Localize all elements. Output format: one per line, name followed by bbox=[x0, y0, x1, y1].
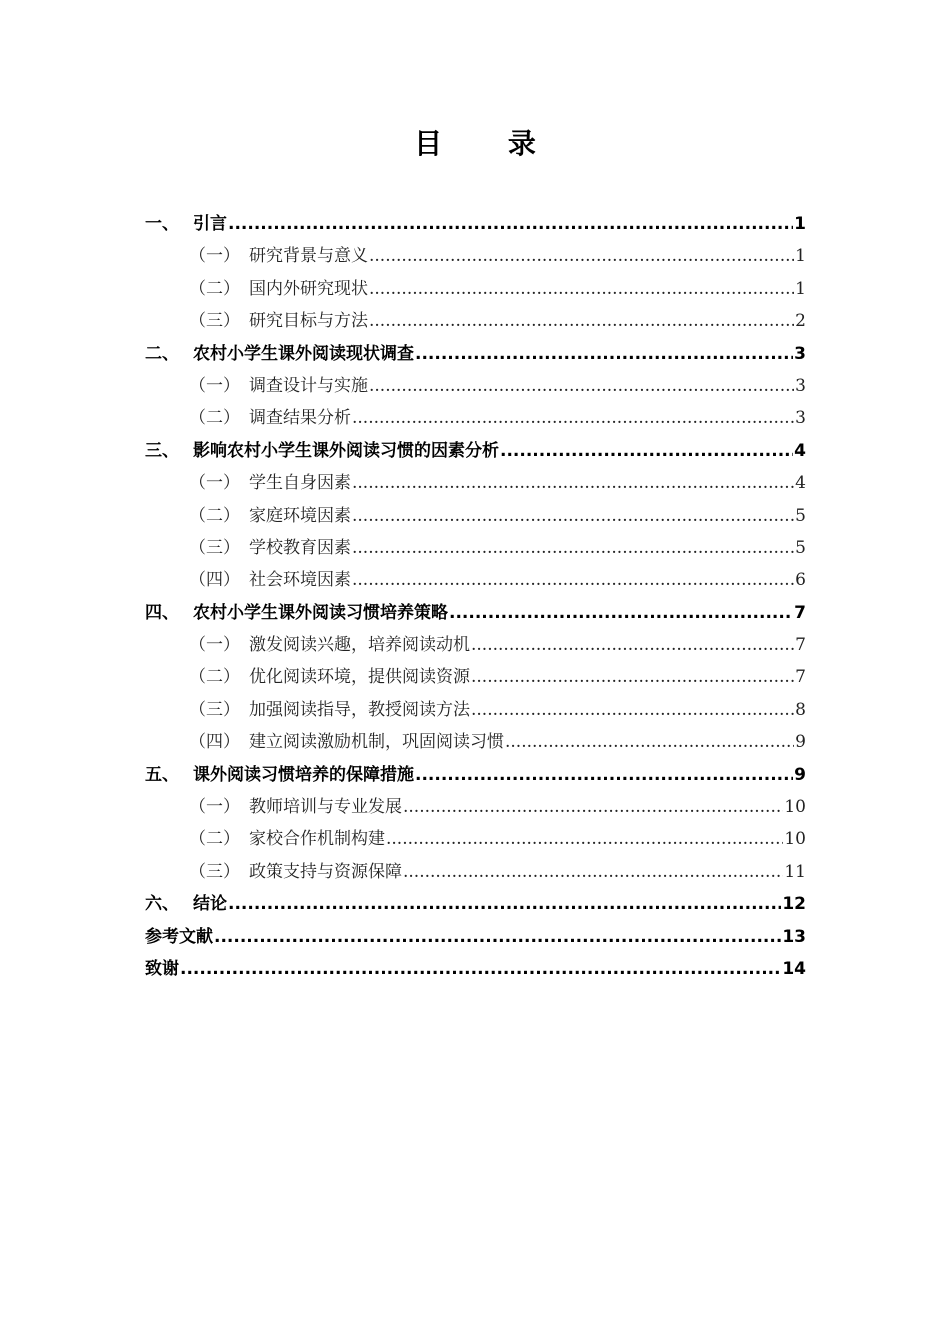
toc-entry-number: （三） bbox=[189, 311, 240, 332]
toc-entry-number: （三） bbox=[189, 861, 240, 882]
toc-entry-title: 社会环境因素 bbox=[249, 570, 351, 591]
toc-entry-title: 参考文献 bbox=[145, 926, 213, 947]
toc-dot-leader bbox=[180, 953, 781, 985]
toc-entry-number: （一） bbox=[189, 246, 240, 267]
toc-section-entry[interactable] bbox=[145, 791, 806, 823]
toc-entry-page-number: 5 bbox=[795, 537, 806, 558]
toc-dot-leader bbox=[228, 888, 781, 920]
toc-entry-number: 一、 bbox=[145, 214, 179, 234]
toc-entry-page-number: 9 bbox=[795, 732, 806, 753]
toc-chapter-entry[interactable] bbox=[145, 597, 806, 629]
toc-section-entry[interactable] bbox=[145, 564, 806, 596]
toc-entry-number: （二） bbox=[189, 408, 240, 429]
toc-entry-number: （四） bbox=[189, 570, 240, 591]
toc-dot-leader bbox=[352, 500, 794, 532]
toc-dot-leader bbox=[214, 921, 781, 953]
toc-entry-number: （一） bbox=[189, 375, 240, 396]
toc-dot-leader bbox=[369, 240, 794, 272]
toc-entry-page-number: 2 bbox=[795, 311, 806, 332]
toc-section-entry[interactable] bbox=[145, 402, 806, 434]
toc-entry-number: 五、 bbox=[145, 764, 179, 785]
toc-section-entry[interactable] bbox=[145, 726, 806, 758]
toc-entry-number: （二） bbox=[189, 278, 240, 299]
toc-section-entry[interactable] bbox=[145, 694, 806, 726]
toc-chapter-entry[interactable] bbox=[145, 208, 806, 240]
toc-entry-number: （二） bbox=[189, 505, 240, 526]
toc-entry-number: （一） bbox=[189, 473, 240, 494]
toc-entry-title: 调查设计与实施 bbox=[249, 375, 368, 396]
toc-entry-page-number: 3 bbox=[795, 408, 806, 429]
toc-entry-page-number: 7 bbox=[794, 602, 806, 623]
toc-dot-leader bbox=[369, 370, 794, 402]
toc-dot-leader bbox=[415, 338, 793, 370]
toc-entry-number: （一） bbox=[189, 635, 240, 656]
toc-dot-leader bbox=[369, 273, 794, 305]
toc-entry-number: （四） bbox=[189, 732, 240, 753]
toc-entry-title: 学校教育因素 bbox=[249, 537, 351, 558]
toc-entry-number: （三） bbox=[189, 699, 240, 720]
toc-chapter-entry[interactable] bbox=[145, 921, 806, 953]
toc-section-entry[interactable] bbox=[145, 661, 806, 693]
toc-entry-title: 课外阅读习惯培养的保障措施 bbox=[193, 764, 414, 785]
toc-dot-leader bbox=[403, 791, 783, 823]
toc-entry-page-number: 12 bbox=[782, 894, 806, 915]
toc-entry-title: 研究背景与意义 bbox=[249, 246, 368, 267]
toc-entry-page-number: 10 bbox=[784, 829, 806, 850]
toc-entry-title: 建立阅读激励机制，巩固阅读习惯 bbox=[249, 732, 504, 753]
toc-entry-number: 二、 bbox=[145, 343, 179, 364]
toc-dot-leader bbox=[500, 435, 793, 467]
toc-dot-leader bbox=[352, 402, 794, 434]
toc-entry-title: 政策支持与资源保障 bbox=[249, 861, 402, 882]
toc-entry-page-number: 3 bbox=[795, 375, 806, 396]
toc-dot-leader bbox=[471, 629, 794, 661]
toc-section-entry[interactable] bbox=[145, 370, 806, 402]
toc-dot-leader bbox=[352, 564, 794, 596]
toc-entry-number: 三、 bbox=[145, 440, 179, 461]
toc-dot-leader bbox=[471, 694, 794, 726]
toc-entry-title: 学生自身因素 bbox=[249, 473, 351, 494]
toc-entry-title: 优化阅读环境，提供阅读资源 bbox=[249, 667, 470, 688]
toc-entry-title: 农村小学生课外阅读习惯培养策略 bbox=[193, 602, 448, 623]
toc-dot-leader bbox=[449, 597, 793, 629]
toc-entry-title: 引言 bbox=[193, 214, 227, 234]
toc-chapter-entry[interactable] bbox=[145, 759, 806, 791]
toc-entry-title: 农村小学生课外阅读现状调查 bbox=[193, 343, 414, 364]
toc-dot-leader bbox=[471, 661, 794, 693]
toc-dot-leader bbox=[505, 726, 794, 758]
toc-chapter-entry[interactable] bbox=[145, 953, 806, 985]
toc-dot-leader bbox=[403, 856, 783, 888]
toc-entry-title: 调查结果分析 bbox=[249, 408, 351, 429]
toc-entry-page-number: 11 bbox=[784, 861, 806, 882]
toc-entry-title: 教师培训与专业发展 bbox=[249, 797, 402, 818]
toc-entry-page-number: 14 bbox=[782, 958, 806, 979]
toc-entry-title: 家庭环境因素 bbox=[249, 505, 351, 526]
toc-entry-title: 结论 bbox=[193, 894, 227, 915]
toc-section-entry[interactable] bbox=[145, 856, 806, 888]
table-of-contents bbox=[145, 208, 806, 985]
toc-section-entry[interactable] bbox=[145, 629, 806, 661]
toc-entry-title: 国内外研究现状 bbox=[249, 278, 368, 299]
toc-entry-title: 激发阅读兴趣，培养阅读动机 bbox=[249, 635, 470, 656]
toc-section-entry[interactable] bbox=[145, 273, 806, 305]
toc-section-entry[interactable] bbox=[145, 500, 806, 532]
toc-dot-leader bbox=[386, 823, 783, 855]
toc-entry-page-number: 7 bbox=[795, 635, 806, 656]
toc-entry-number: （二） bbox=[189, 667, 240, 688]
toc-entry-page-number: 8 bbox=[795, 699, 806, 720]
toc-dot-leader bbox=[352, 467, 794, 499]
toc-entry-title: 研究目标与方法 bbox=[249, 311, 368, 332]
toc-entry-page-number: 10 bbox=[784, 797, 806, 818]
toc-entry-page-number: 9 bbox=[794, 764, 806, 785]
toc-entry-title: 致谢 bbox=[145, 958, 179, 979]
toc-entry-page-number: 5 bbox=[795, 505, 806, 526]
toc-entry-number: （三） bbox=[189, 537, 240, 558]
toc-entry-page-number: 6 bbox=[795, 570, 806, 591]
toc-chapter-entry[interactable] bbox=[145, 888, 806, 920]
toc-chapter-entry[interactable] bbox=[145, 435, 806, 467]
toc-entry-page-number: 3 bbox=[794, 343, 806, 364]
toc-dot-leader bbox=[352, 532, 794, 564]
toc-section-entry[interactable] bbox=[145, 240, 806, 272]
toc-entry-page-number: 4 bbox=[795, 473, 806, 494]
toc-entry-page-number: 1 bbox=[795, 246, 806, 267]
toc-section-entry[interactable] bbox=[145, 532, 806, 564]
toc-entry-page-number: 13 bbox=[782, 926, 806, 947]
toc-section-entry[interactable] bbox=[145, 467, 806, 499]
toc-entry-title: 家校合作机制构建 bbox=[249, 829, 385, 850]
toc-entry-page-number: 1 bbox=[795, 278, 806, 299]
page-title: 目 录 bbox=[414, 127, 564, 160]
toc-chapter-entry[interactable] bbox=[145, 338, 806, 370]
toc-entry-number: 四、 bbox=[145, 602, 179, 623]
toc-entry-page-number: 4 bbox=[794, 440, 806, 461]
toc-entry-number: （二） bbox=[189, 829, 240, 850]
toc-section-entry[interactable] bbox=[145, 823, 806, 855]
toc-dot-leader bbox=[228, 208, 793, 240]
toc-dot-leader bbox=[369, 305, 794, 337]
toc-entry-title: 影响农村小学生课外阅读习惯的因素分析 bbox=[193, 440, 499, 461]
toc-entry-page-number: 7 bbox=[795, 667, 806, 688]
toc-entry-number: （一） bbox=[189, 797, 240, 818]
toc-entry-page-number: 1 bbox=[794, 214, 806, 234]
toc-section-entry[interactable] bbox=[145, 305, 806, 337]
toc-entry-title: 加强阅读指导，教授阅读方法 bbox=[249, 699, 470, 720]
toc-entry-number: 六、 bbox=[145, 894, 179, 915]
toc-dot-leader bbox=[415, 759, 793, 791]
